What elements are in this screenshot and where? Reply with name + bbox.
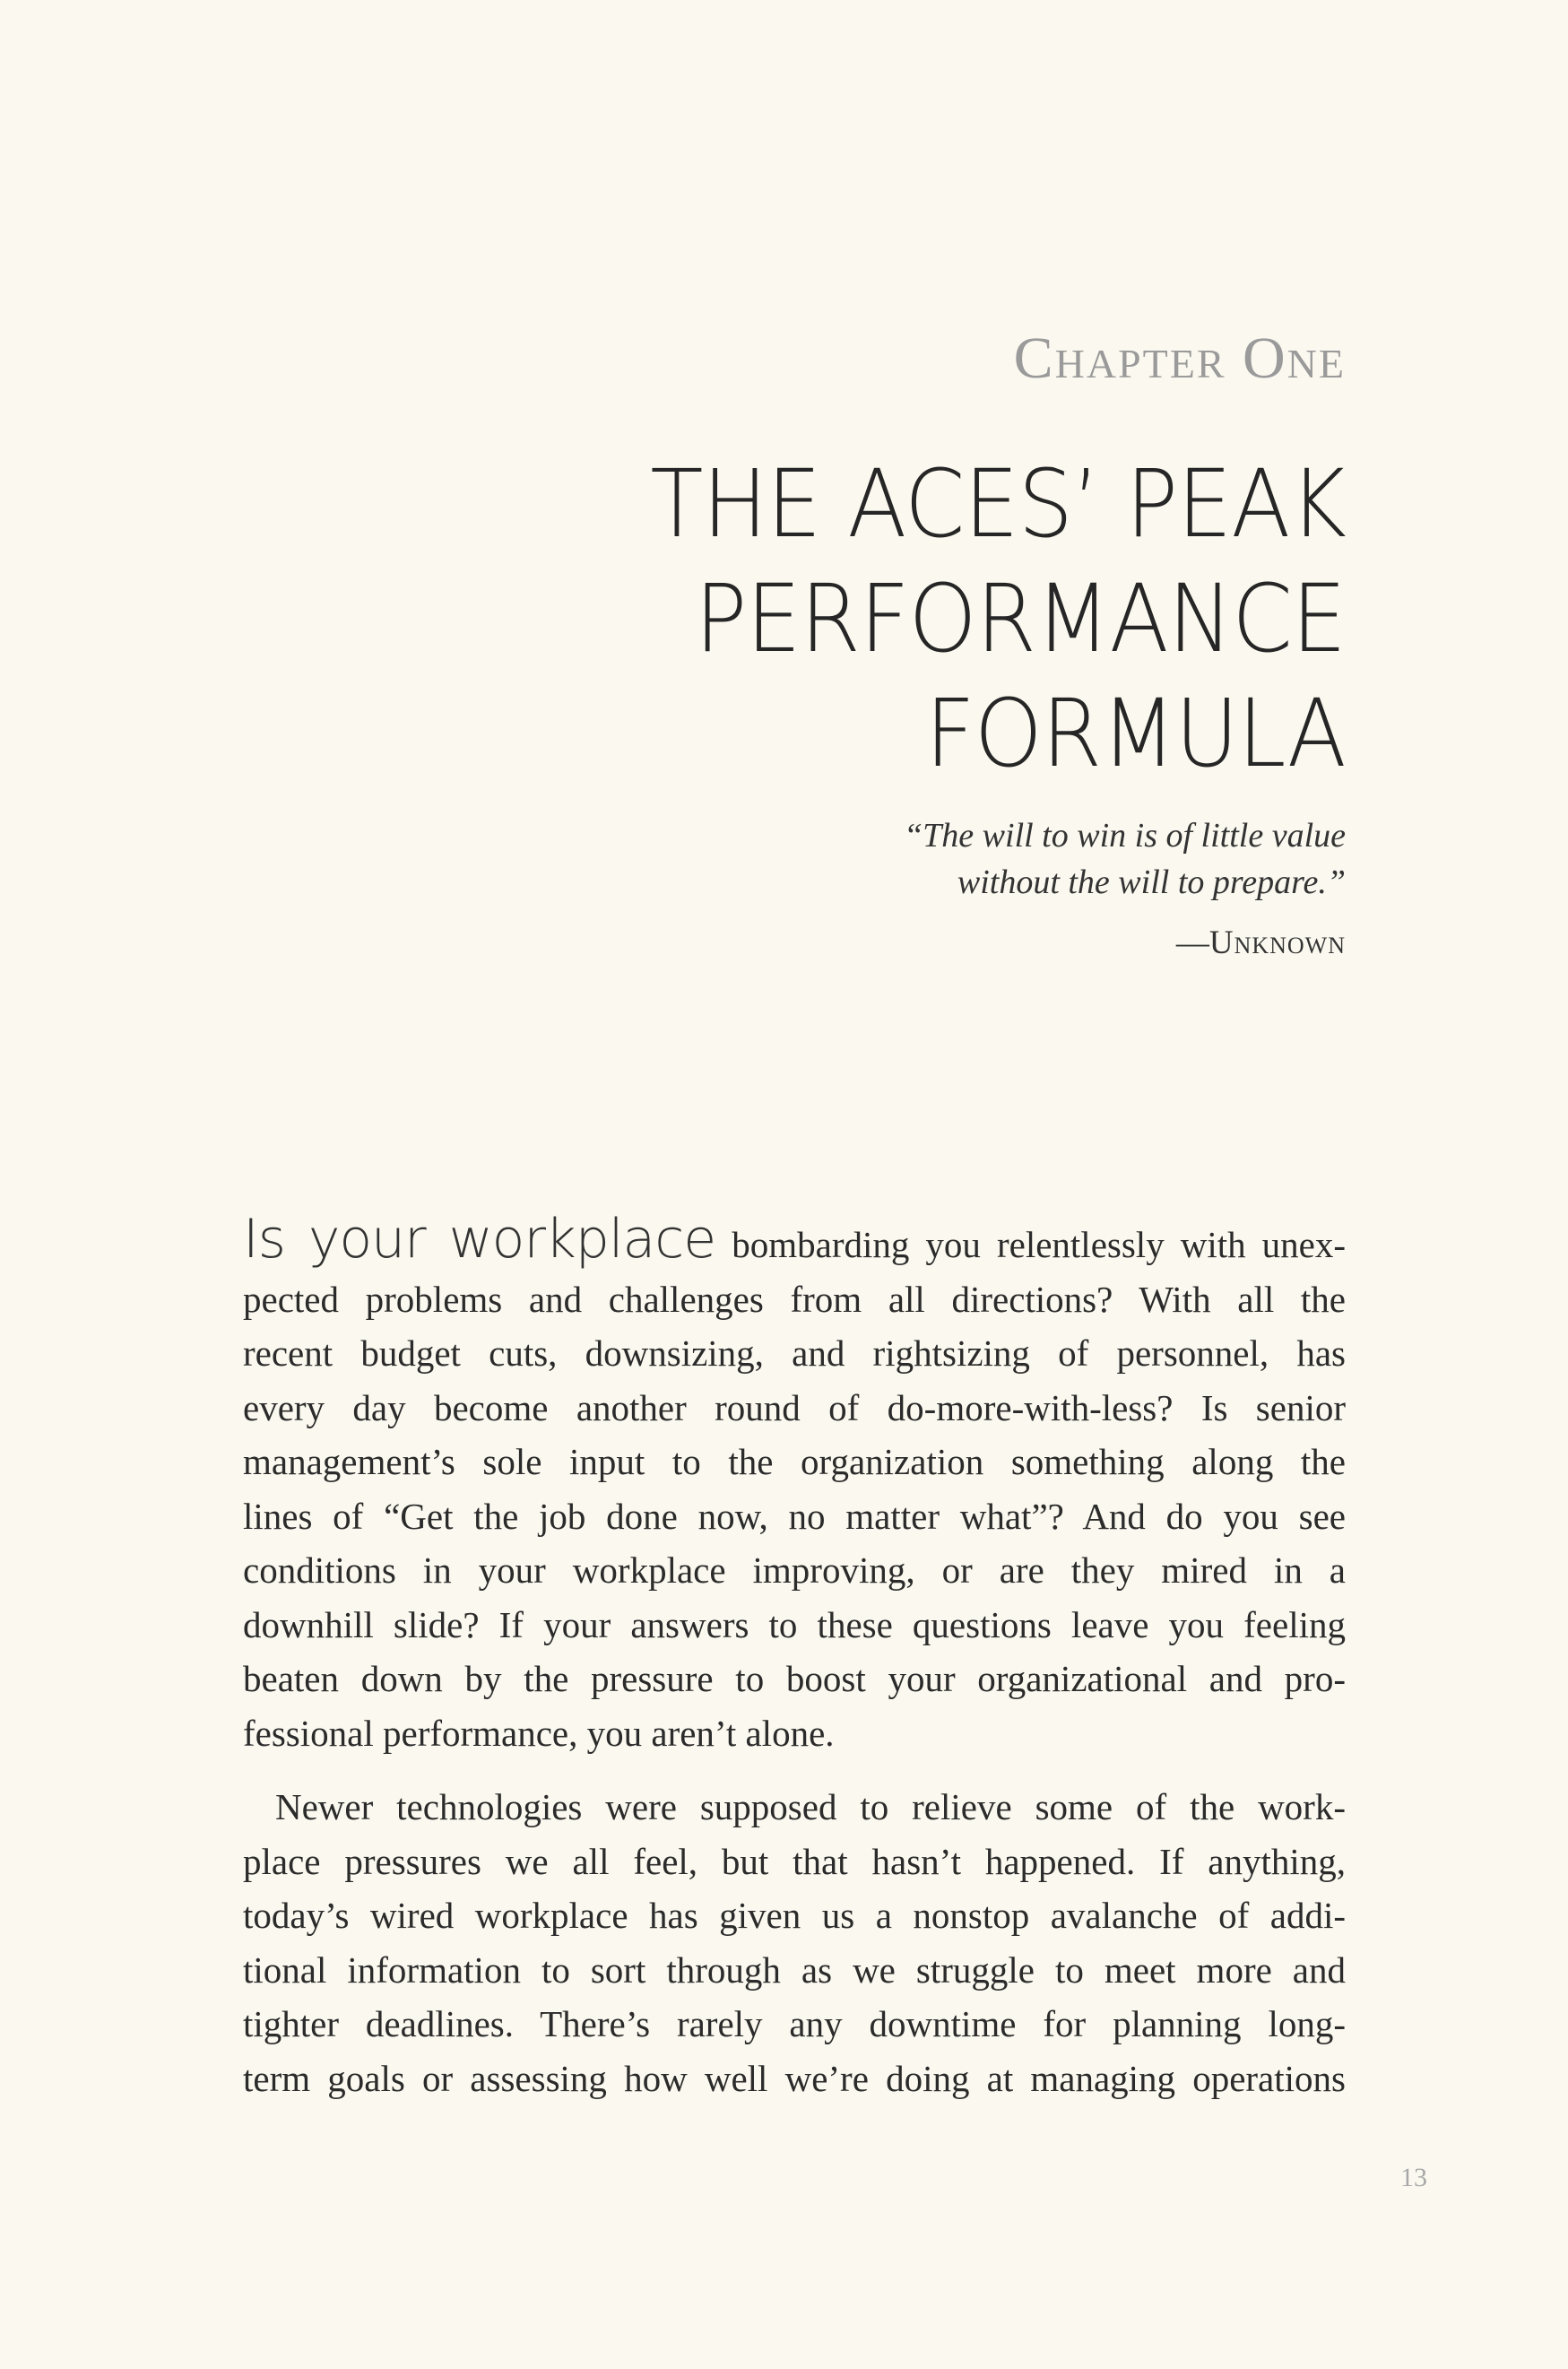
chapter-title [512, 447, 1346, 791]
page-number: 13 [1400, 2163, 1427, 2192]
text-line: management’s sole input to the organization something along the [243, 1441, 1346, 1482]
paragraph-1 [243, 1208, 1347, 1760]
paragraph-2 [243, 1780, 1346, 2105]
epigraph-quote [904, 812, 1346, 906]
text-line: downhill slide? If your answers to these questions leave you feeling [243, 1603, 1346, 1645]
epigraph-line: “The will to win is of little value [904, 817, 1346, 855]
epigraph-attribution [1176, 924, 1346, 962]
text-line: tighter deadlines. There’s rarely any downtime for planning long- [243, 2003, 1346, 2044]
chapter-title-line: THE ACES’ PEAK [650, 449, 1346, 559]
text-line: fessional performance, you aren’t alone. [243, 1712, 835, 1754]
text-line: pected problems and challenges from all directions? With all the [243, 1278, 1346, 1320]
text-line: lines of “Get the job done now, no matter what”? And do you see [243, 1495, 1346, 1537]
text-line: Newer technologies were supposed to relieve some of the work- [275, 1786, 1346, 1827]
text-line: beaten down by the pressure to boost your organizational and pro- [243, 1658, 1346, 1699]
text-line: term goals or assessing how well we’re doing at managing operations [243, 2057, 1346, 2099]
text-line: tional information to sort through as we struggle to meet more and [243, 1948, 1346, 1991]
lead-in: Is your workplace [243, 1208, 716, 1271]
attribution-dash: — [1175, 924, 1209, 961]
text-line: conditions in your workplace improving, or are they mired in a [243, 1549, 1346, 1591]
text-line: recent budget cuts, downsizing, and rightsizing of personnel, has [243, 1332, 1346, 1374]
body-text [243, 1208, 1347, 2105]
text-line: today’s wired workplace has given us a nonstop avalanche of addi- [243, 1895, 1346, 1936]
attribution-author: Unknown [1208, 924, 1346, 961]
chapter-title-line: PERFORMANCE [695, 564, 1346, 673]
lead-in-continuation: bombarding you relentlessly with unex- [732, 1224, 1347, 1265]
epigraph-line: without the will to prepare.” [957, 863, 1346, 901]
text-line: place pressures we all feel, but that hasn’t happened. If anything, [243, 1840, 1346, 1882]
text-line [243, 1208, 1347, 1272]
chapter-title-line: FORMULA [925, 679, 1346, 788]
chapter-label: Chapter One [1013, 325, 1346, 391]
text-line: every day become another round of do-more-with-less? Is senior [243, 1386, 1346, 1428]
